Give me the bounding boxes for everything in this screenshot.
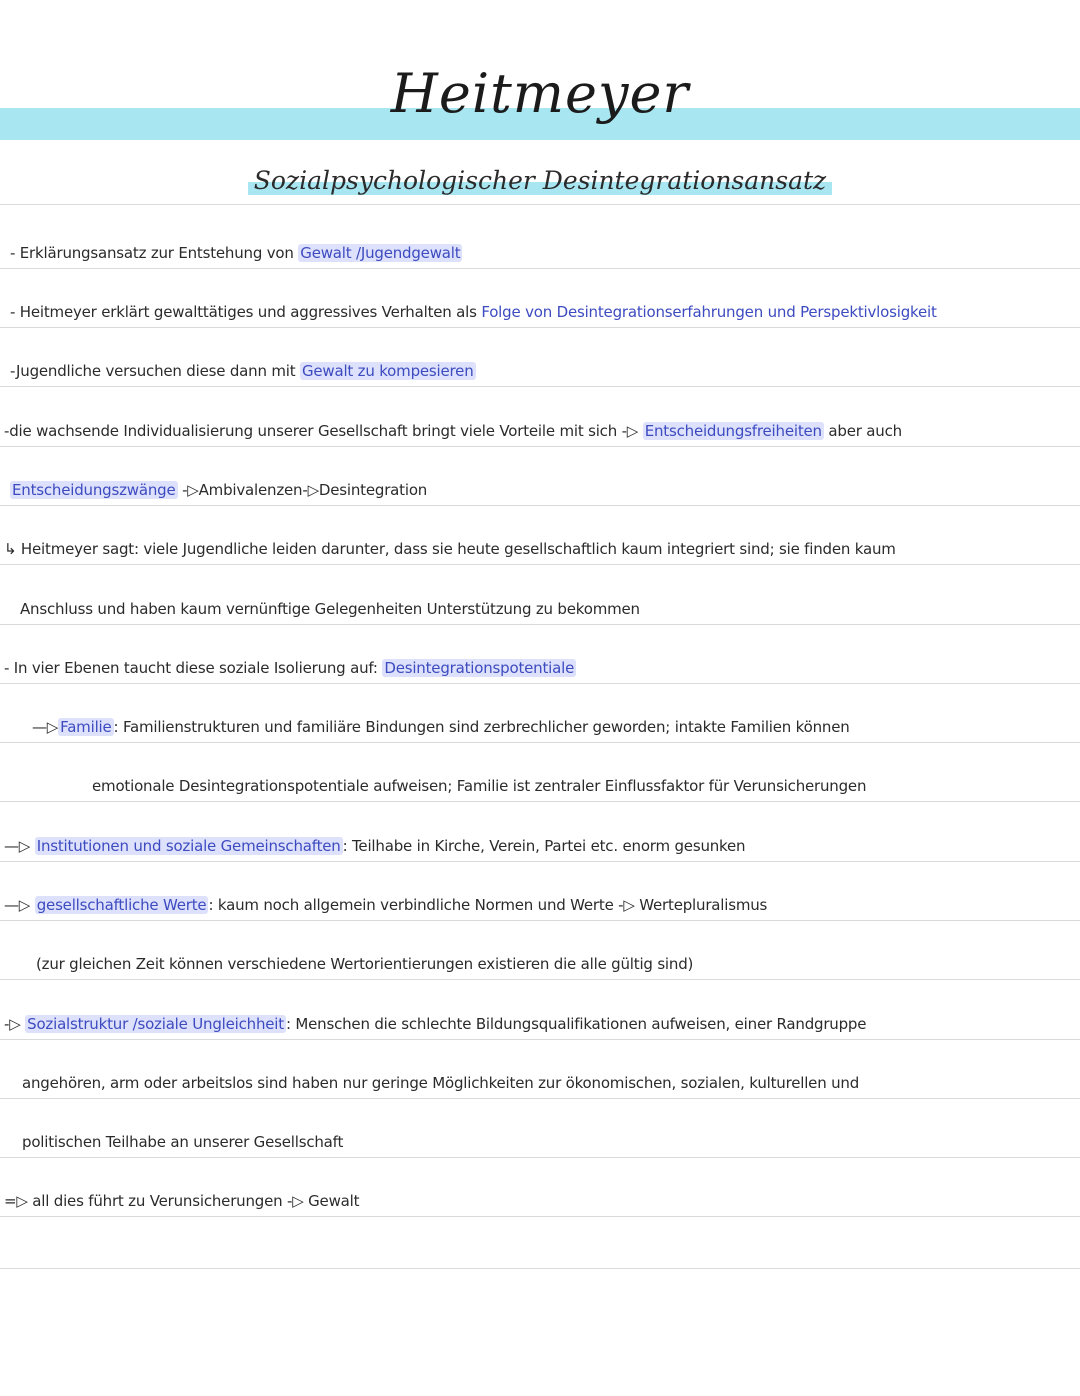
ruled-line	[0, 1098, 1080, 1099]
highlighted-term: gesellschaftliche Werte	[36, 896, 207, 914]
note-line	[22, 1133, 343, 1151]
highlighted-term: Entscheidungszwänge	[12, 481, 176, 499]
note-text: ↳ Heitmeyer sagt: viele Jugendliche leiden darunter, dass sie heute gesellschaftlich kaum integriert sind; sie finden kaum	[4, 540, 896, 558]
note-line	[4, 422, 902, 440]
note-text: : Familienstrukturen und familiäre Bindungen sind zerbrechlicher geworden; intakte Familien können	[113, 718, 850, 736]
highlighted-term: Gewalt zu kompesieren	[301, 362, 474, 380]
ruled-line	[0, 268, 1080, 269]
note-text: angehören, arm oder arbeitslos sind haben nur geringe Möglichkeiten zur ökonomischen, sozialen, kulturellen und	[22, 1074, 860, 1092]
ruled-line	[0, 1157, 1080, 1158]
highlighted-term: Gewalt /Jugendgewalt	[300, 244, 461, 262]
note-text: =▷ all dies führt zu Verunsicherungen -▷ Gewalt	[4, 1192, 360, 1210]
ruled-line	[0, 446, 1080, 447]
note-line	[22, 1074, 859, 1092]
note-text: -die wachsende Individualisierung unserer Gesellschaft bringt viele Vorteile mit sich -▷	[4, 422, 643, 440]
note-line	[10, 481, 427, 499]
note-line	[4, 540, 896, 558]
page-title: Heitmeyer	[390, 62, 690, 125]
note-line	[10, 362, 476, 380]
note-text: : kaum noch allgemein verbindliche Normen und Werte -▷ Wertepluralismus	[208, 896, 768, 914]
note-text: - Heitmeyer erklärt gewalttätiges und aggressives Verhalten als	[10, 303, 482, 321]
highlighted-term: Sozialstruktur /soziale Ungleichheit	[27, 1015, 284, 1033]
ruled-line	[0, 1039, 1080, 1040]
note-text: aber auch	[823, 422, 902, 440]
ruled-line	[0, 564, 1080, 565]
ruled-line	[0, 979, 1080, 980]
note-text: - Erklärungsansatz zur Entstehung von	[10, 244, 299, 262]
note-text: : Menschen die schlechte Bildungsqualifikationen aufweisen, einer Randgruppe	[285, 1015, 867, 1033]
ruled-line	[0, 683, 1080, 684]
highlighted-term: Familie	[60, 718, 112, 736]
ruled-line	[0, 204, 1080, 205]
ruled-line	[0, 742, 1080, 743]
note-line	[36, 955, 693, 973]
ruled-line	[0, 861, 1080, 862]
ruled-line	[0, 920, 1080, 921]
note-text: -▷	[4, 1015, 26, 1033]
ruled-line	[0, 624, 1080, 625]
note-line	[10, 244, 462, 262]
note-text: Folge von Desintegrationserfahrungen und Perspektivlosigkeit	[481, 303, 937, 321]
note-line	[92, 777, 866, 795]
note-text: -Jugendliche versuchen diese dann mit	[10, 362, 300, 380]
note-line	[10, 303, 937, 321]
ruled-line	[0, 386, 1080, 387]
note-text: —▷	[4, 837, 35, 855]
subtitle-text: Sozialpsychologischer Desintegrationsansatz	[248, 166, 832, 195]
highlighted-term: Desintegrationspotentiale	[384, 659, 575, 677]
note-line	[4, 896, 767, 914]
note-text: -▷Ambivalenzen-▷Desintegration	[177, 481, 428, 499]
highlighted-term: Institutionen und soziale Gemeinschaften	[36, 837, 341, 855]
highlighted-term: Entscheidungsfreiheiten	[644, 422, 822, 440]
note-line	[4, 1015, 866, 1033]
note-text: politischen Teilhabe an unserer Gesellschaft	[22, 1133, 344, 1151]
note-text: Anschluss und haben kaum vernünftige Gelegenheiten Unterstützung zu bekommen	[20, 600, 640, 618]
note-text: emotionale Desintegrationspotentiale aufweisen; Familie ist zentraler Einflussfaktor für Verunsicherungen	[92, 777, 867, 795]
note-line	[4, 837, 745, 855]
note-text: —▷	[32, 718, 59, 736]
ruled-line	[0, 1268, 1080, 1269]
note-line	[20, 600, 640, 618]
ruled-line	[0, 801, 1080, 802]
note-text: : Teilhabe in Kirche, Verein, Partei etc. enorm gesunken	[342, 837, 746, 855]
note-text: - In vier Ebenen taucht diese soziale Isolierung auf:	[4, 659, 383, 677]
note-text: —▷	[4, 896, 35, 914]
note-text: (zur gleichen Zeit können verschiedene Wertorientierungen existieren die alle gültig sind)	[36, 955, 694, 973]
note-line	[32, 718, 850, 736]
page-subtitle	[0, 166, 1080, 195]
note-line	[4, 659, 576, 677]
ruled-line	[0, 327, 1080, 328]
note-line	[4, 1192, 359, 1210]
ruled-line	[0, 1216, 1080, 1217]
ruled-line	[0, 505, 1080, 506]
